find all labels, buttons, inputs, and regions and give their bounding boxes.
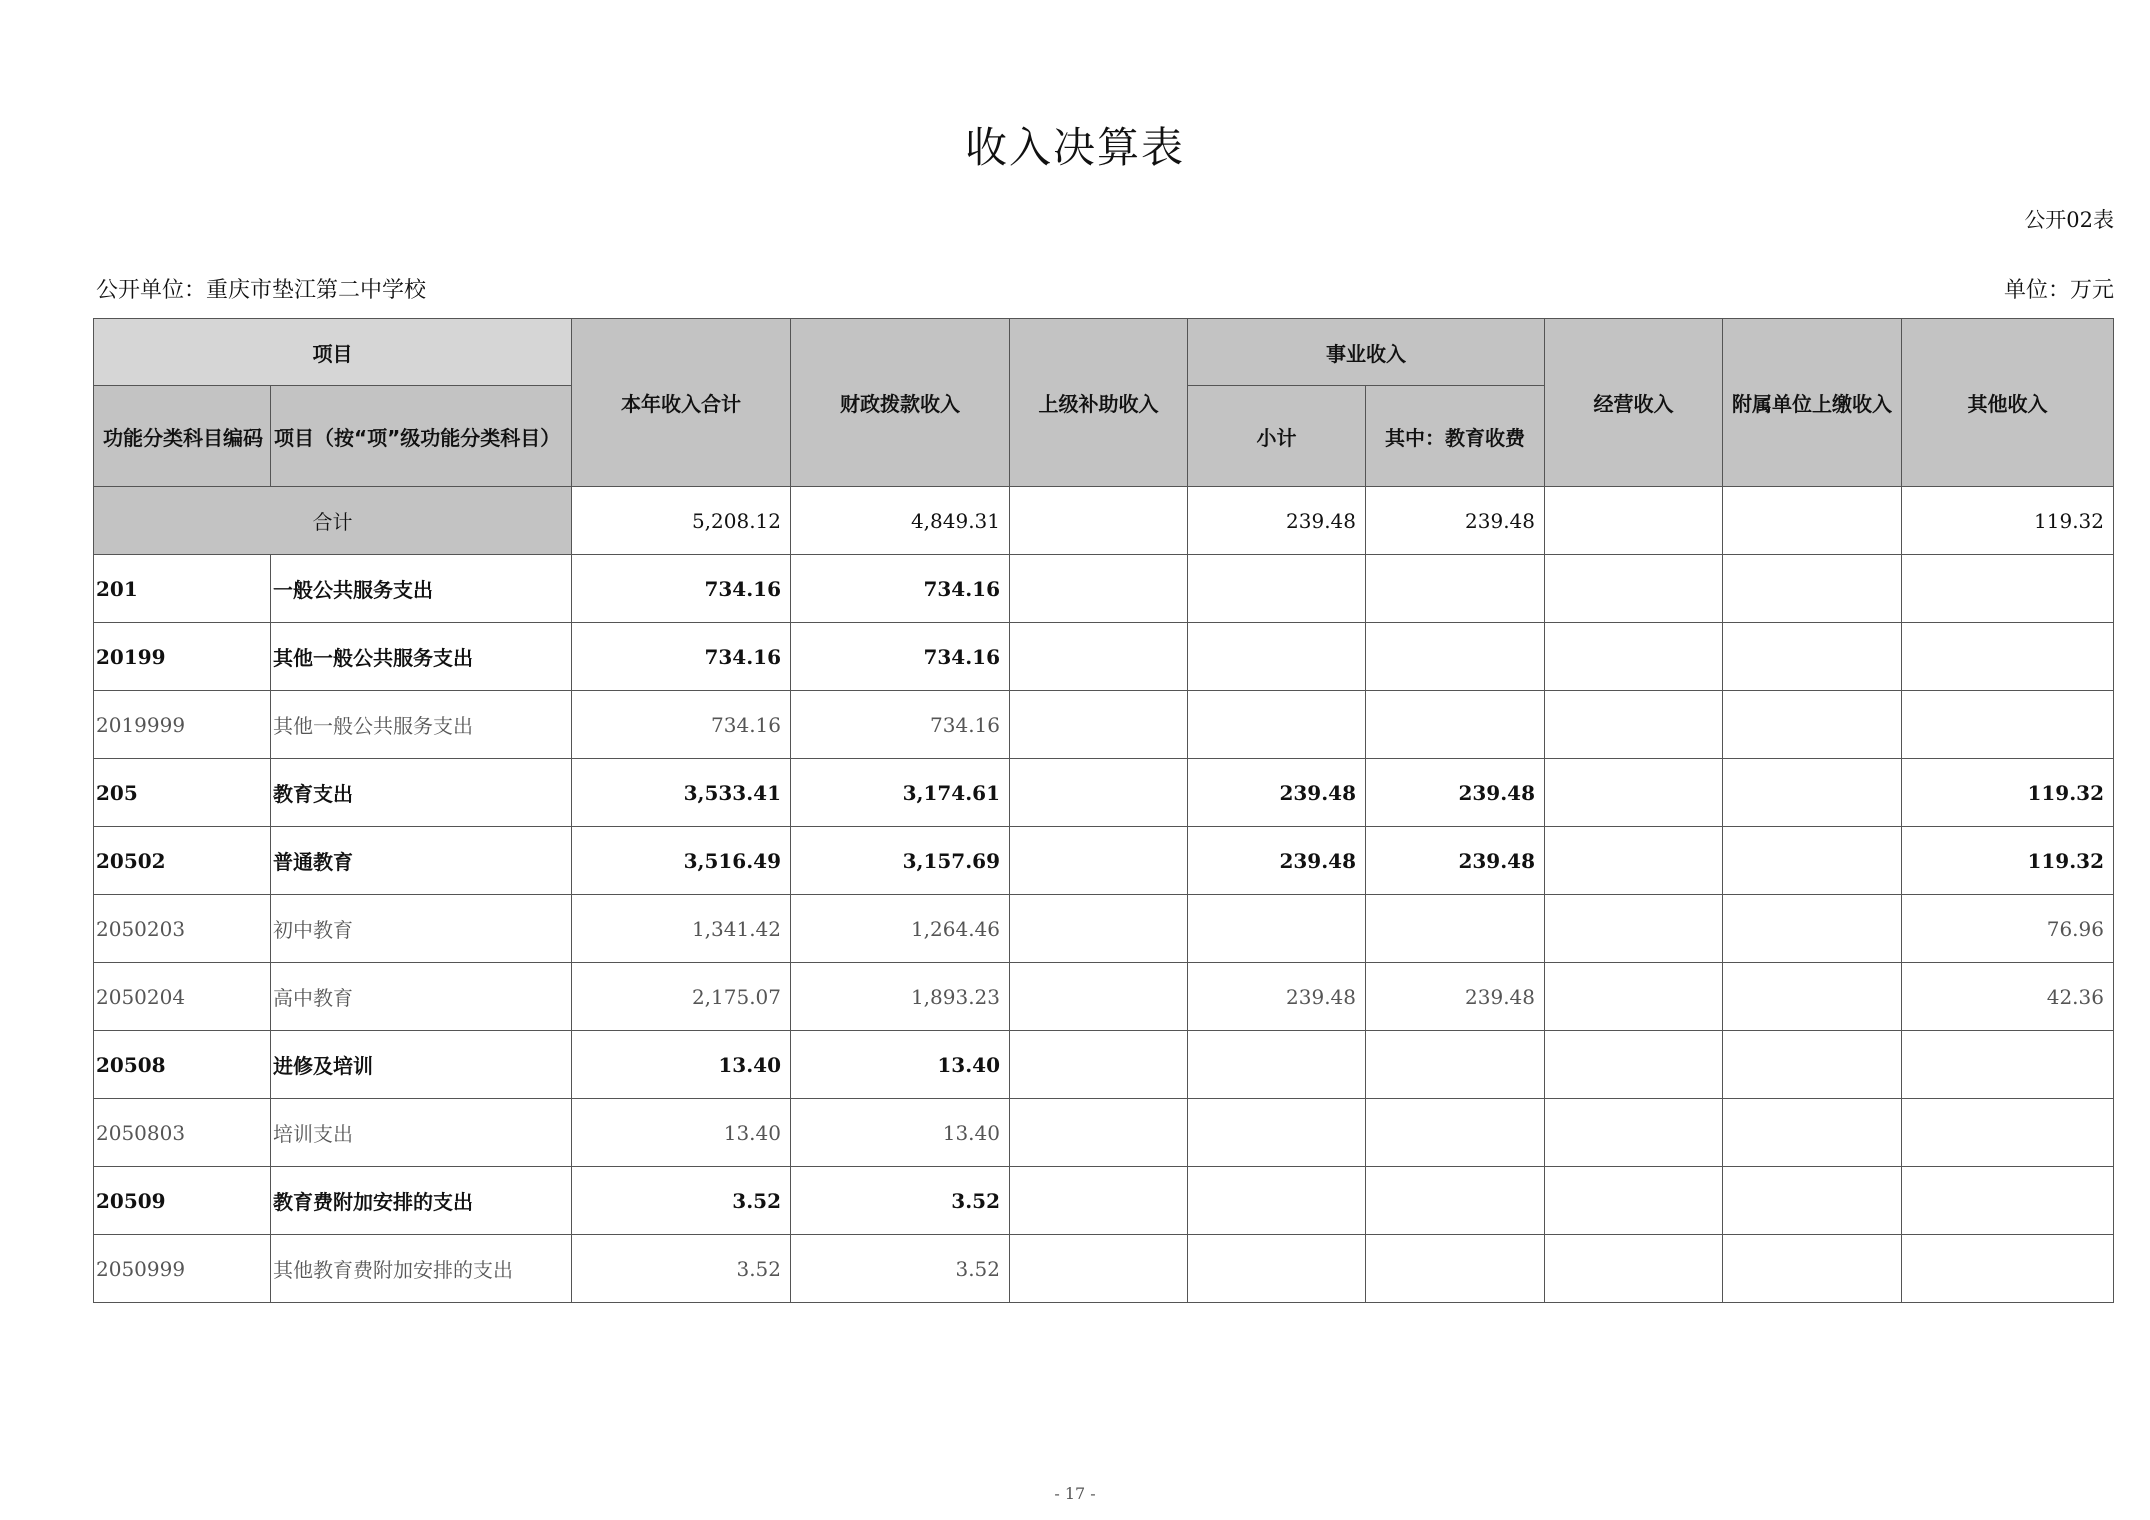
total-label: 合计: [94, 487, 572, 555]
table-row: [94, 895, 2114, 963]
edu-fee-cell: 239.48: [1366, 759, 1545, 827]
item-name-cell: 教育支出: [271, 759, 572, 827]
func-code-cell: 2019999: [94, 691, 271, 759]
table-row: [94, 623, 2114, 691]
superior-subsidy-cell: [1010, 1235, 1188, 1303]
operating-income-cell: [1545, 827, 1723, 895]
superior-subsidy-cell: [1010, 623, 1188, 691]
affiliated-cell: [1723, 895, 1902, 963]
operating-income-cell: [1545, 623, 1723, 691]
item-name-cell: 初中教育: [271, 895, 572, 963]
total-income-cell: 734.16: [572, 691, 791, 759]
table-row: [94, 827, 2114, 895]
affiliated-cell: [1723, 827, 1902, 895]
income-table: [93, 318, 2114, 1303]
superior-subsidy-cell: [1010, 691, 1188, 759]
fiscal-cell: 13.40: [791, 1031, 1010, 1099]
fiscal-cell: 1,264.46: [791, 895, 1010, 963]
subtotal-cell: [1188, 555, 1366, 623]
item-name-cell: 其他一般公共服务支出: [271, 623, 572, 691]
item-name-cell: 其他教育费附加安排的支出: [271, 1235, 572, 1303]
superior-subsidy-cell: [1010, 895, 1188, 963]
func-code-cell: 2050204: [94, 963, 271, 1031]
edu-fee-cell: [1366, 691, 1545, 759]
total-income-cell: 3,533.41: [572, 759, 791, 827]
table-row: [94, 963, 2114, 1031]
subtotal-cell: [1188, 623, 1366, 691]
superior-subsidy-cell: [1010, 1031, 1188, 1099]
fiscal-cell: 3,174.61: [791, 759, 1010, 827]
affiliated-cell: [1723, 555, 1902, 623]
edu-fee-cell: [1366, 1031, 1545, 1099]
total-income-cell: 3.52: [572, 1235, 791, 1303]
currency-unit: 单位：万元: [2003, 278, 2114, 303]
page-number: - 17 -: [1054, 1484, 1096, 1503]
func-code-cell: 2050803: [94, 1099, 271, 1167]
edu-fee-cell: 239.48: [1366, 827, 1545, 895]
table-row: [94, 759, 2114, 827]
other-income-cell: [1902, 623, 2114, 691]
fiscal-cell: 1,893.23: [791, 963, 1010, 1031]
header-func-code: 功能分类科目编码: [94, 386, 271, 487]
reporting-unit: 公开单位：重庆市垫江第二中学校: [96, 278, 427, 303]
table-body: [94, 555, 2114, 1303]
subtotal-cell: [1188, 895, 1366, 963]
total-fiscal-cell: 4,849.31: [791, 487, 1010, 555]
subtotal-cell: 239.48: [1188, 963, 1366, 1031]
affiliated-cell: [1723, 623, 1902, 691]
table-row: [94, 555, 2114, 623]
subtotal-cell: [1188, 1235, 1366, 1303]
total-subtotal-cell: 239.48: [1188, 487, 1366, 555]
header-project-by-item: 项目（按“项”级功能分类科目）: [271, 386, 572, 487]
affiliated-cell: [1723, 1235, 1902, 1303]
other-income-cell: [1902, 555, 2114, 623]
table-code: 公开02表: [2024, 208, 2114, 232]
header-edu-fee: 其中：教育收费: [1366, 386, 1545, 487]
func-code-cell: 20199: [94, 623, 271, 691]
table-header: [94, 319, 2114, 487]
affiliated-cell: [1723, 691, 1902, 759]
header-project: 项目: [94, 319, 572, 386]
total-operating-cell: [1545, 487, 1723, 555]
operating-income-cell: [1545, 1031, 1723, 1099]
func-code-cell: 20509: [94, 1167, 271, 1235]
total-income-cell: 1,341.42: [572, 895, 791, 963]
item-name-cell: 其他一般公共服务支出: [271, 691, 572, 759]
edu-fee-cell: [1366, 1099, 1545, 1167]
item-name-cell: 培训支出: [271, 1099, 572, 1167]
fiscal-cell: 734.16: [791, 691, 1010, 759]
total-income-cell: 2,175.07: [572, 963, 791, 1031]
other-income-cell: 119.32: [1902, 759, 2114, 827]
table-row: [94, 1031, 2114, 1099]
item-name-cell: 进修及培训: [271, 1031, 572, 1099]
affiliated-cell: [1723, 759, 1902, 827]
header-operating-income: 经营收入: [1545, 319, 1723, 487]
operating-income-cell: [1545, 895, 1723, 963]
edu-fee-cell: [1366, 555, 1545, 623]
total-income-cell: 734.16: [572, 623, 791, 691]
other-income-cell: [1902, 1031, 2114, 1099]
superior-subsidy-cell: [1010, 555, 1188, 623]
affiliated-cell: [1723, 963, 1902, 1031]
operating-income-cell: [1545, 1235, 1723, 1303]
fiscal-cell: 3.52: [791, 1167, 1010, 1235]
total-superior-cell: [1010, 487, 1188, 555]
total-income-cell: 3,516.49: [572, 827, 791, 895]
func-code-cell: 201: [94, 555, 271, 623]
edu-fee-cell: [1366, 895, 1545, 963]
subtotal-cell: [1188, 1031, 1366, 1099]
header-other-income: 其他收入: [1902, 319, 2114, 487]
subtotal-cell: [1188, 1099, 1366, 1167]
superior-subsidy-cell: [1010, 827, 1188, 895]
func-code-cell: 20508: [94, 1031, 271, 1099]
table-total: [94, 487, 2114, 555]
fiscal-cell: 3,157.69: [791, 827, 1010, 895]
subtotal-cell: 239.48: [1188, 759, 1366, 827]
operating-income-cell: [1545, 691, 1723, 759]
table-row: [94, 1167, 2114, 1235]
table-row: [94, 691, 2114, 759]
func-code-cell: 20502: [94, 827, 271, 895]
edu-fee-cell: [1366, 623, 1545, 691]
item-name-cell: 教育费附加安排的支出: [271, 1167, 572, 1235]
fiscal-cell: 13.40: [791, 1099, 1010, 1167]
header-superior-subsidy: 上级补助收入: [1010, 319, 1188, 487]
func-code-cell: 205: [94, 759, 271, 827]
other-income-cell: 76.96: [1902, 895, 2114, 963]
total-other-cell: 119.32: [1902, 487, 2114, 555]
other-income-cell: 42.36: [1902, 963, 2114, 1031]
page-title: 收入决算表: [964, 123, 1185, 172]
edu-fee-cell: [1366, 1235, 1545, 1303]
other-income-cell: [1902, 1167, 2114, 1235]
header-affiliated: 附属单位上缴收入: [1723, 319, 1902, 487]
operating-income-cell: [1545, 1099, 1723, 1167]
header-total-income: 本年收入合计: [572, 319, 791, 487]
table-row: [94, 1235, 2114, 1303]
subtotal-cell: [1188, 691, 1366, 759]
item-name-cell: 普通教育: [271, 827, 572, 895]
fiscal-cell: 734.16: [791, 623, 1010, 691]
superior-subsidy-cell: [1010, 1099, 1188, 1167]
header-subtotal: 小计: [1188, 386, 1366, 487]
subtotal-cell: 239.48: [1188, 827, 1366, 895]
func-code-cell: 2050999: [94, 1235, 271, 1303]
total-edu-fee-cell: 239.48: [1366, 487, 1545, 555]
item-name-cell: 一般公共服务支出: [271, 555, 572, 623]
header-fiscal: 财政拨款收入: [791, 319, 1010, 487]
affiliated-cell: [1723, 1099, 1902, 1167]
total-affiliated-cell: [1723, 487, 1902, 555]
header-business-income: 事业收入: [1188, 319, 1545, 386]
operating-income-cell: [1545, 555, 1723, 623]
total-row: [94, 487, 2114, 555]
fiscal-cell: 3.52: [791, 1235, 1010, 1303]
total-income-cell: 3.52: [572, 1167, 791, 1235]
edu-fee-cell: [1366, 1167, 1545, 1235]
other-income-cell: 119.32: [1902, 827, 2114, 895]
total-income-cell: 13.40: [572, 1099, 791, 1167]
operating-income-cell: [1545, 963, 1723, 1031]
affiliated-cell: [1723, 1031, 1902, 1099]
superior-subsidy-cell: [1010, 759, 1188, 827]
table-row: [94, 1099, 2114, 1167]
operating-income-cell: [1545, 759, 1723, 827]
operating-income-cell: [1545, 1167, 1723, 1235]
edu-fee-cell: 239.48: [1366, 963, 1545, 1031]
total-income-cell: 734.16: [572, 555, 791, 623]
total-income-cell: 5,208.12: [572, 487, 791, 555]
other-income-cell: [1902, 1099, 2114, 1167]
item-name-cell: 高中教育: [271, 963, 572, 1031]
superior-subsidy-cell: [1010, 1167, 1188, 1235]
other-income-cell: [1902, 691, 2114, 759]
fiscal-cell: 734.16: [791, 555, 1010, 623]
superior-subsidy-cell: [1010, 963, 1188, 1031]
other-income-cell: [1902, 1235, 2114, 1303]
subtotal-cell: [1188, 1167, 1366, 1235]
total-income-cell: 13.40: [572, 1031, 791, 1099]
affiliated-cell: [1723, 1167, 1902, 1235]
func-code-cell: 2050203: [94, 895, 271, 963]
